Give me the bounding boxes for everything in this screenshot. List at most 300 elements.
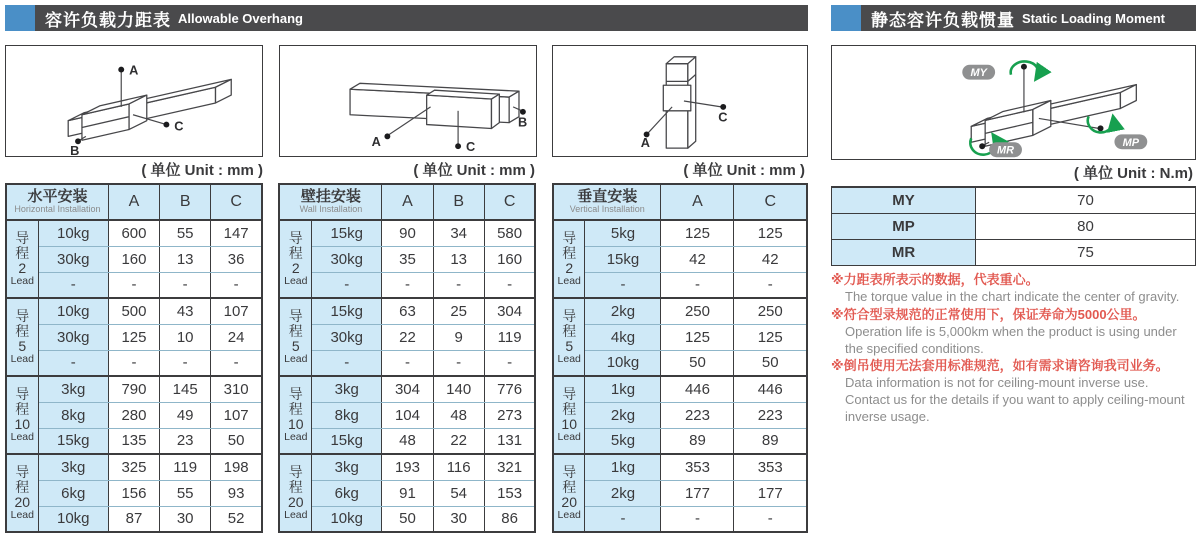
load-cell: 15kg <box>585 246 661 272</box>
load-cell: 10kg <box>585 350 661 376</box>
lead-zh-char: 程 <box>15 244 30 261</box>
overhang-section-header <box>5 5 808 31</box>
lead-number: 5 <box>18 337 27 354</box>
moment-label: MP <box>832 214 976 240</box>
lead-zh-char: 程 <box>288 478 303 495</box>
lead-number: 20 <box>288 493 304 510</box>
table-row <box>279 298 535 324</box>
accent-square-icon <box>5 5 35 31</box>
value-cell: 35 <box>382 246 433 272</box>
lead-number: 10 <box>561 415 577 432</box>
value-cell: 48 <box>433 402 484 428</box>
value-cell: 353 <box>734 454 807 480</box>
overhang-table <box>552 183 808 533</box>
load-cell: 10kg <box>38 220 108 246</box>
point-b-label: B <box>70 143 80 156</box>
value-cell: 125 <box>661 220 734 246</box>
load-cell: 2kg <box>585 298 661 324</box>
value-cell: 30 <box>433 506 484 532</box>
value-cell: 325 <box>108 454 159 480</box>
lead-en-label: Lead <box>557 275 581 287</box>
point-c-label: C <box>174 118 184 134</box>
value-cell: 9 <box>433 324 484 350</box>
value-cell: 223 <box>661 402 734 428</box>
value-cell: 446 <box>661 376 734 402</box>
value-cell: 93 <box>211 480 262 506</box>
overhang-title-en: Allowable Overhang <box>178 10 303 26</box>
load-cell: 15kg <box>312 220 382 246</box>
value-cell: 89 <box>734 428 807 454</box>
value-cell: 153 <box>484 480 535 506</box>
value-cell: 273 <box>484 402 535 428</box>
load-cell: 30kg <box>38 324 108 350</box>
table-row <box>279 324 535 350</box>
footnotes <box>831 272 1196 426</box>
lead-number: 20 <box>561 493 577 510</box>
load-cell: 3kg <box>312 376 382 402</box>
load-cell: 15kg <box>38 428 108 454</box>
table-title <box>6 184 108 220</box>
my-badge-label: MY <box>970 67 987 80</box>
installation-diagrams <box>5 45 808 157</box>
lead-zh-char: 程 <box>288 244 303 261</box>
table-row <box>279 220 535 246</box>
value-cell: 91 <box>382 480 433 506</box>
value-cell: 24 <box>211 324 262 350</box>
table-row <box>6 402 262 428</box>
load-cell: 30kg <box>312 246 382 272</box>
value-cell: 353 <box>661 454 734 480</box>
value-cell: 42 <box>661 246 734 272</box>
lead-cell <box>553 376 585 454</box>
unit-labels-row <box>5 157 808 183</box>
value-cell: - <box>382 272 433 298</box>
value-cell: 49 <box>160 402 211 428</box>
load-cell: 15kg <box>312 298 382 324</box>
value-cell: 54 <box>433 480 484 506</box>
value-cell: - <box>211 272 262 298</box>
table-title-en: Horizontal Installation <box>14 204 101 215</box>
value-cell: 156 <box>108 480 159 506</box>
value-cell: 50 <box>661 350 734 376</box>
value-cell: 107 <box>211 298 262 324</box>
value-cell: 43 <box>160 298 211 324</box>
value-cell: 10 <box>160 324 211 350</box>
table-row <box>6 298 262 324</box>
footnote-zh: ※符合型录规范的正常使用下，保证寿命为5000公里。 <box>831 306 1146 322</box>
load-cell: 8kg <box>312 402 382 428</box>
table-row <box>279 506 535 532</box>
table-row <box>6 272 262 298</box>
lead-en-label: Lead <box>10 509 34 521</box>
table-row <box>832 240 1196 266</box>
header-row <box>279 184 535 220</box>
value-cell: - <box>108 350 159 376</box>
value-cell: 500 <box>108 298 159 324</box>
table-title-en: Wall Installation <box>299 204 363 215</box>
lead-cell <box>279 376 311 454</box>
load-cell: - <box>38 272 108 298</box>
point-a-label: A <box>129 62 139 78</box>
lead-zh-char: 程 <box>288 400 303 417</box>
value-cell: - <box>484 350 535 376</box>
footnote <box>831 358 1196 426</box>
load-cell: 2kg <box>585 402 661 428</box>
value-cell: 25 <box>433 298 484 324</box>
value-cell: 119 <box>160 454 211 480</box>
load-cell: 10kg <box>38 298 108 324</box>
column-header: A <box>661 184 734 220</box>
moment-title-en: Static Loading Moment <box>1022 10 1165 26</box>
wall-installation-diagram <box>279 45 537 157</box>
lead-zh-char: 程 <box>288 322 303 339</box>
lead-en-label: Lead <box>10 353 34 365</box>
lead-number: 10 <box>14 415 31 432</box>
lead-en-label: Lead <box>284 509 308 521</box>
value-cell: 30 <box>160 506 211 532</box>
lead-zh-char: 导 <box>562 307 577 324</box>
value-cell: 310 <box>211 376 262 402</box>
value-cell: 125 <box>108 324 159 350</box>
unit-label-mm: ( 单位 Unit : mm ) <box>141 162 263 179</box>
table-row <box>553 454 807 480</box>
lead-cell <box>6 376 38 454</box>
moment-section-header <box>831 5 1196 31</box>
column-header: B <box>433 184 484 220</box>
value-cell: 177 <box>734 480 807 506</box>
lead-zh-char: 导 <box>15 463 30 480</box>
static-moment-table <box>831 186 1196 266</box>
load-cell: 5kg <box>585 428 661 454</box>
lead-en-label: Lead <box>10 431 34 443</box>
load-cell: 2kg <box>585 480 661 506</box>
value-cell: 160 <box>108 246 159 272</box>
value-cell: 223 <box>734 402 807 428</box>
moment-title-zh: 静态容许负载惯量 <box>871 10 1015 30</box>
lead-zh-char: 导 <box>562 463 577 480</box>
value-cell: - <box>108 272 159 298</box>
load-cell: 10kg <box>38 506 108 532</box>
load-cell: 1kg <box>585 376 661 402</box>
lead-number: 2 <box>291 259 300 276</box>
value-cell: 250 <box>734 298 807 324</box>
overhang-tables <box>5 183 808 533</box>
value-cell: 321 <box>484 454 535 480</box>
load-cell: 5kg <box>585 220 661 246</box>
unit-label-mm: ( 单位 Unit : mm ) <box>413 162 535 179</box>
table-row <box>553 324 807 350</box>
lead-cell <box>553 220 585 298</box>
value-cell: - <box>211 350 262 376</box>
rail-drawing <box>350 83 519 128</box>
value-cell: 116 <box>433 454 484 480</box>
lead-cell <box>553 454 585 532</box>
moment-diagram <box>831 45 1196 160</box>
footnote <box>831 307 1196 358</box>
value-cell: 34 <box>433 220 484 246</box>
horizontal-installation-diagram <box>5 45 263 157</box>
lead-en-label: Lead <box>557 509 581 521</box>
value-cell: - <box>433 272 484 298</box>
table-row <box>832 187 1196 214</box>
moment-value: 80 <box>976 214 1196 240</box>
value-cell: 250 <box>661 298 734 324</box>
load-cell: 6kg <box>38 480 108 506</box>
load-cell: 3kg <box>312 454 382 480</box>
moment-header-text <box>861 5 1165 31</box>
load-cell: 30kg <box>312 324 382 350</box>
table-row <box>6 428 262 454</box>
value-cell: 107 <box>211 402 262 428</box>
value-cell: 89 <box>661 428 734 454</box>
lead-en-label: Lead <box>557 431 581 443</box>
value-cell: 304 <box>484 298 535 324</box>
overhang-table <box>5 183 263 533</box>
table-row <box>6 376 262 402</box>
horizontal-table-slot <box>5 183 263 533</box>
table-row <box>6 324 262 350</box>
lead-zh-char: 程 <box>562 478 577 495</box>
unit-label-mm: ( 单位 Unit : mm ) <box>683 162 805 179</box>
lead-number: 20 <box>14 493 31 510</box>
value-cell: 52 <box>211 506 262 532</box>
wall-table-slot <box>278 183 536 533</box>
unit-label-nm: ( 单位 Unit : N.m) <box>1073 165 1193 182</box>
load-cell: - <box>312 350 382 376</box>
point-b-label: B <box>517 114 527 130</box>
column-header: A <box>108 184 159 220</box>
value-cell: 280 <box>108 402 159 428</box>
table-row <box>553 246 807 272</box>
table-row <box>6 506 262 532</box>
value-cell: 135 <box>108 428 159 454</box>
moment-label: MR <box>832 240 976 266</box>
mp-badge-label: MP <box>1122 136 1140 149</box>
lead-cell <box>553 298 585 376</box>
value-cell: 198 <box>211 454 262 480</box>
value-cell: 63 <box>382 298 433 324</box>
value-cell: 446 <box>734 376 807 402</box>
column-header: B <box>160 184 211 220</box>
table-row <box>279 350 535 376</box>
rail-drawing <box>68 79 231 140</box>
overhang-section <box>5 5 808 541</box>
point-c-label: C <box>465 139 475 155</box>
value-cell: 304 <box>382 376 433 402</box>
value-cell: - <box>661 506 734 532</box>
lead-zh-char: 程 <box>15 322 30 339</box>
table-row <box>553 350 807 376</box>
moment-value: 75 <box>976 240 1196 266</box>
lead-en-label: Lead <box>557 353 581 365</box>
value-cell: 104 <box>382 402 433 428</box>
value-cell: 147 <box>211 220 262 246</box>
lead-number: 5 <box>565 337 574 354</box>
mr-badge-label: MR <box>997 144 1015 157</box>
lead-zh-char: 程 <box>562 244 577 261</box>
column-header: C <box>734 184 807 220</box>
table-title-zh: 垂直安装 <box>577 187 638 205</box>
lead-cell <box>279 220 311 298</box>
table-row <box>6 454 262 480</box>
footnote-zh: ※力距表所表示的数据，代表重心。 <box>831 272 1039 287</box>
table-row <box>279 246 535 272</box>
lead-en-label: Lead <box>10 275 34 287</box>
lead-zh-char: 导 <box>15 307 30 324</box>
table-row <box>553 220 807 246</box>
footnote-en: The torque value in the chart indicate the center of gravity. <box>845 288 1180 304</box>
lead-number: 10 <box>288 415 304 432</box>
lead-cell <box>6 220 38 298</box>
value-cell: 776 <box>484 376 535 402</box>
value-cell: 50 <box>734 350 807 376</box>
table-row <box>553 376 807 402</box>
table-row <box>279 428 535 454</box>
overhang-table <box>278 183 536 533</box>
overhang-header-text <box>35 5 303 31</box>
lead-number: 2 <box>18 259 27 276</box>
load-cell: 3kg <box>38 376 108 402</box>
value-cell: - <box>661 272 734 298</box>
column-header: A <box>382 184 433 220</box>
overhang-title-zh: 容许负载力距表 <box>45 10 171 30</box>
footnote-zh: ※倒吊使用无法套用标准规范，如有需求请咨询我司业务。 <box>831 358 1169 374</box>
value-cell: 125 <box>734 324 807 350</box>
value-cell: 119 <box>484 324 535 350</box>
load-cell: 8kg <box>38 402 108 428</box>
column-header: C <box>211 184 262 220</box>
lead-zh-char: 程 <box>562 400 577 417</box>
value-cell: 580 <box>484 220 535 246</box>
lead-cell <box>279 454 311 532</box>
load-cell: - <box>38 350 108 376</box>
table-row <box>6 350 262 376</box>
load-cell: 1kg <box>585 454 661 480</box>
table-row <box>553 402 807 428</box>
load-cell: - <box>312 272 382 298</box>
value-cell: - <box>382 350 433 376</box>
header-row <box>553 184 807 220</box>
value-cell: 23 <box>160 428 211 454</box>
lead-zh-char: 导 <box>288 229 303 246</box>
table-row <box>553 480 807 506</box>
value-cell: 13 <box>433 246 484 272</box>
point-a-label: A <box>371 134 381 150</box>
lead-zh-char: 导 <box>15 229 30 246</box>
vertical-installation-diagram <box>552 45 808 157</box>
value-cell: 13 <box>160 246 211 272</box>
lead-number: 2 <box>565 259 574 276</box>
lead-zh-char: 导 <box>288 463 303 480</box>
table-title-en: Vertical Installation <box>569 204 645 215</box>
column-header: C <box>484 184 535 220</box>
load-cell: - <box>585 272 661 298</box>
point-c-label: C <box>718 109 728 125</box>
footnote <box>831 272 1196 306</box>
table-row <box>279 402 535 428</box>
value-cell: 22 <box>382 324 433 350</box>
value-cell: 177 <box>661 480 734 506</box>
lead-zh-char: 导 <box>288 307 303 324</box>
value-cell: 125 <box>661 324 734 350</box>
load-cell: - <box>585 506 661 532</box>
table-row <box>553 506 807 532</box>
footnote-en: Operation life is 5,000km when the product is using under the specified conditions. <box>845 323 1177 356</box>
lead-zh-char: 程 <box>15 400 30 417</box>
value-cell: - <box>433 350 484 376</box>
table-row <box>553 428 807 454</box>
lead-cell <box>6 454 38 532</box>
value-cell: 600 <box>108 220 159 246</box>
moment-value: 70 <box>976 187 1196 214</box>
lead-en-label: Lead <box>284 353 308 365</box>
load-cell: 10kg <box>312 506 382 532</box>
lead-zh-char: 程 <box>562 322 577 339</box>
value-cell: 193 <box>382 454 433 480</box>
value-cell: 50 <box>211 428 262 454</box>
lead-zh-char: 导 <box>15 385 30 402</box>
footnote-en: Data information is not for ceiling-mount inverse use. Contact us for the details if you want to apply ceiling-mount inverse usage. <box>845 375 1185 425</box>
value-cell: 125 <box>734 220 807 246</box>
lead-zh-char: 导 <box>562 229 577 246</box>
lead-zh-char: 程 <box>15 478 30 495</box>
value-cell: 55 <box>160 480 211 506</box>
vertical-table-slot <box>552 183 808 533</box>
moment-label: MY <box>832 187 976 214</box>
accent-square-icon <box>831 5 861 31</box>
lead-zh-char: 导 <box>562 385 577 402</box>
lead-cell <box>279 298 311 376</box>
table-row <box>6 220 262 246</box>
value-cell: 131 <box>484 428 535 454</box>
lead-cell <box>6 298 38 376</box>
table-title <box>553 184 661 220</box>
value-cell: 87 <box>108 506 159 532</box>
value-cell: 790 <box>108 376 159 402</box>
lead-en-label: Lead <box>284 431 308 443</box>
header-row <box>6 184 262 220</box>
moment-section <box>831 5 1196 541</box>
table-title-zh: 水平安装 <box>27 187 88 205</box>
load-cell: 3kg <box>38 454 108 480</box>
value-cell: - <box>160 272 211 298</box>
table-row <box>6 246 262 272</box>
lead-zh-char: 导 <box>288 385 303 402</box>
table-row <box>553 298 807 324</box>
value-cell: 86 <box>484 506 535 532</box>
value-cell: 22 <box>433 428 484 454</box>
value-cell: 42 <box>734 246 807 272</box>
load-cell: 6kg <box>312 480 382 506</box>
table-title <box>279 184 381 220</box>
table-row <box>553 272 807 298</box>
load-cell: 15kg <box>312 428 382 454</box>
table-title-zh: 壁挂安装 <box>300 187 361 205</box>
value-cell: - <box>160 350 211 376</box>
value-cell: 160 <box>484 246 535 272</box>
value-cell: - <box>734 506 807 532</box>
value-cell: 90 <box>382 220 433 246</box>
table-row <box>6 480 262 506</box>
value-cell: 50 <box>382 506 433 532</box>
table-row <box>279 480 535 506</box>
lead-en-label: Lead <box>284 275 308 287</box>
table-row <box>832 214 1196 240</box>
value-cell: 145 <box>160 376 211 402</box>
table-row <box>279 376 535 402</box>
table-row <box>279 454 535 480</box>
value-cell: 140 <box>433 376 484 402</box>
